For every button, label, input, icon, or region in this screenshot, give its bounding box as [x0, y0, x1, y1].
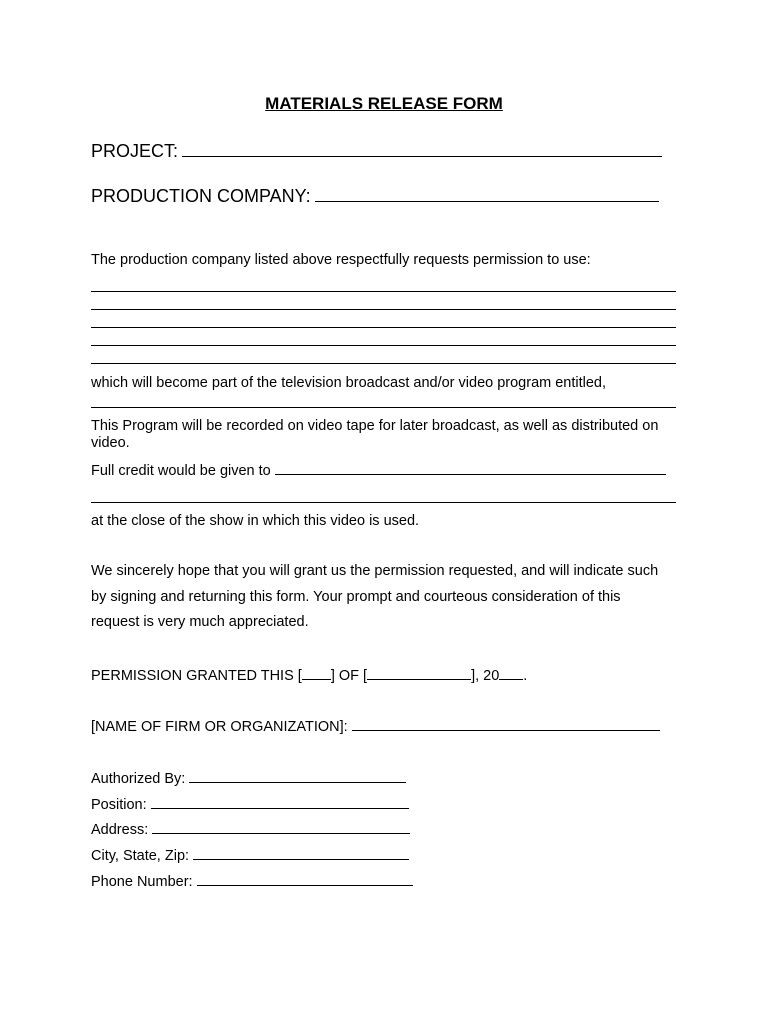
city-state-zip-field[interactable]	[193, 845, 409, 860]
firm-field[interactable]	[352, 716, 660, 731]
close-note: at the close of the show in which this video is used.	[91, 513, 420, 529]
materials-line-5[interactable]	[91, 363, 676, 364]
program-title-line[interactable]	[91, 407, 676, 408]
recording-note: This Program will be recorded on video tape for later broadcast, as well as distributed on video.	[91, 418, 659, 451]
authorized-by-field[interactable]	[189, 768, 406, 783]
permission-granted-line	[91, 665, 527, 685]
permission-end: .	[523, 668, 528, 684]
materials-line-4[interactable]	[91, 345, 676, 346]
address-line	[91, 819, 410, 839]
permission-year-field[interactable]	[499, 665, 523, 680]
program-intro: which will become part of the television broadcast and/or video program entitled,	[91, 375, 607, 391]
permission-year-prefix: ], 20	[471, 668, 500, 684]
materials-line-2[interactable]	[91, 309, 676, 310]
project-line	[91, 140, 662, 162]
project-label: PROJECT:	[91, 141, 179, 161]
phone-number-field[interactable]	[197, 871, 413, 886]
request-intro: The production company listed above respectfully requests permission to use:	[91, 252, 591, 268]
authorized-by-label: Authorized By:	[91, 771, 186, 787]
permission-day-field[interactable]	[302, 665, 331, 680]
production-company-label: PRODUCTION COMPANY:	[91, 186, 311, 206]
firm-label: [NAME OF FIRM OR ORGANIZATION]:	[91, 719, 348, 735]
address-field[interactable]	[152, 819, 410, 834]
credit-label: Full credit would be given to	[91, 463, 271, 479]
permission-of: ] OF [	[330, 668, 368, 684]
permission-month-field[interactable]	[367, 665, 471, 680]
credit-line-2[interactable]	[91, 502, 676, 503]
closing-paragraph: We sincerely hope that you will grant us the permission requested, and will indicate such by signing and returning this form. Your prompt and courteous consideration of this request is very much appreciated.	[91, 563, 659, 630]
city-state-zip-line	[91, 845, 409, 865]
credit-line	[91, 460, 666, 480]
materials-line-1[interactable]	[91, 291, 676, 292]
credit-field[interactable]	[275, 460, 666, 475]
project-field[interactable]	[182, 142, 662, 157]
phone-number-label: Phone Number:	[91, 874, 193, 890]
position-label: Position:	[91, 797, 147, 813]
address-label: Address:	[91, 822, 149, 838]
production-company-field[interactable]	[315, 187, 659, 202]
phone-number-line	[91, 871, 413, 891]
position-field[interactable]	[151, 794, 409, 809]
form-title: MATERIALS RELEASE FORM	[265, 94, 503, 113]
position-line	[91, 794, 409, 814]
authorized-by-line	[91, 768, 406, 788]
permission-prefix: PERMISSION GRANTED THIS [	[91, 668, 302, 684]
production-company-line	[91, 185, 659, 207]
city-state-zip-label: City, State, Zip:	[91, 848, 190, 864]
materials-line-3[interactable]	[91, 327, 676, 328]
firm-line	[91, 716, 660, 736]
